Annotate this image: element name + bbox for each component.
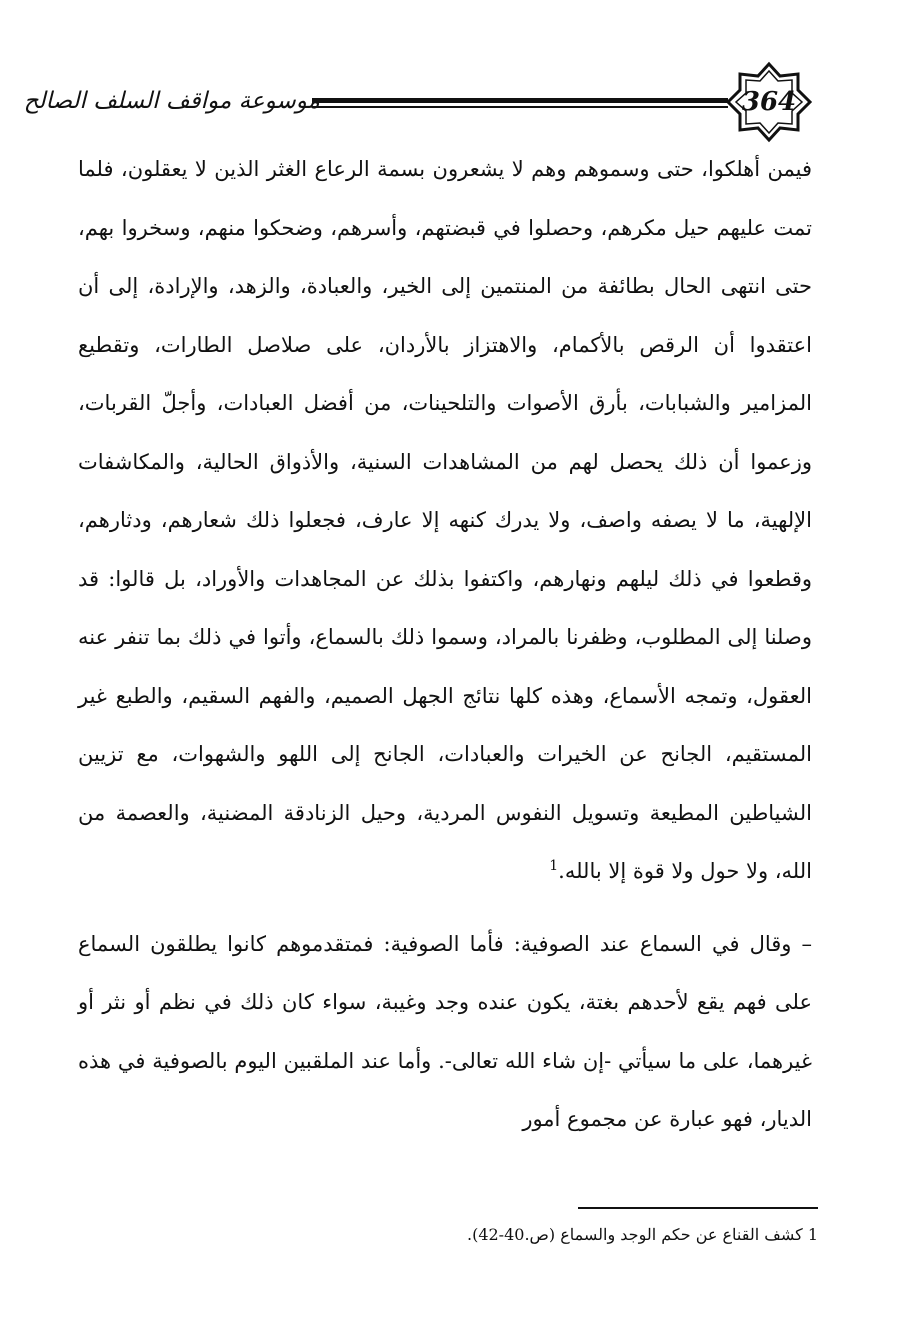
paragraph bbox=[78, 140, 812, 901]
footnote-number: 1 bbox=[807, 1225, 818, 1244]
paragraph: – وقال في السماع عند الصوفية: فأما الصوفية: فمتقدموهم كانوا يطلقون السماع على فهم يقع لأحدهم بغتة، يكون عنده وجد وغيبة، سواء كان ذلك في نظم أو نثر أو غيرهما، على ما سيأتي -إن شاء الله تعالى-. وأما عند الملقبين اليوم بالصوفية في هذه الديار، فهو عبارة عن مجموع أمور bbox=[78, 931, 812, 1131]
header-rule bbox=[312, 98, 728, 108]
footnote bbox=[300, 1222, 818, 1248]
page-number: 364 bbox=[741, 87, 797, 117]
paragraph-text: فيمن أهلكوا، حتى وسموهم وهم لا يشعرون بسمة الرعاع الغثر الذين لا يعقلون، فلما تمت عليهم حيل مكرهم، وحصلوا في قبضتهم، وأسرهم، وضحكوا منهم، وسخروا بهم، حتى انتهى الحال بطائفة من المنتمين إلى الخير، والعبادة، والزهد، والإرادة، إلى أن اعتقدوا أن الرقص بالأكمام، والاهتزاز بالأردان، على صلاصل الطارات، وتقطيع المزامير والشبابات، بأرق الأصوات والتلحينات، من أفضل العبادات، وأجلّ القربات، وزعموا أن ذلك يحصل لهم من المشاهدات السنية، والأذواق الحالية، والمكاشفات الإلهية، ما لا يصفه واصف، ولا يدرك كنهه إلا عارف، فجعلوا ذلك شعارهم، ودثارهم، وقطعوا في ذلك ليلهم ونهارهم، واكتفوا بذلك عن المجاهدات والأوراد، بل قالوا: قد وصلنا إلى المطلوب، وظفرنا بالمراد، وسموا ذلك بالسماع، وأتوا في ذلك بما تنفر عنه العقول، وتمجه الأسماع، وهذه كلها نتائج الجهل الصميم، والفهم السقيم، والطبع غير المستقيم، الجانح عن الخيرات والعبادات، الجانح إلى اللهو والشهوات، مع تزيين الشياطين المطيعة وتسويل النفوس المردية، وحيل الزنادقة المضنية، والعصمة من الله، ولا حول ولا قوة إلا بالله. bbox=[78, 157, 812, 883]
footnote-text: كشف القناع عن حكم الوجد والسماع (ص.40-42). bbox=[466, 1225, 803, 1244]
main-text bbox=[78, 140, 812, 1149]
page-header bbox=[23, 62, 812, 142]
series-title: موسوعة مواقف السلف الصالح bbox=[23, 88, 320, 114]
footnote-divider bbox=[578, 1207, 818, 1209]
footnote-reference: 1 bbox=[549, 858, 559, 874]
page-number-badge bbox=[726, 62, 812, 142]
